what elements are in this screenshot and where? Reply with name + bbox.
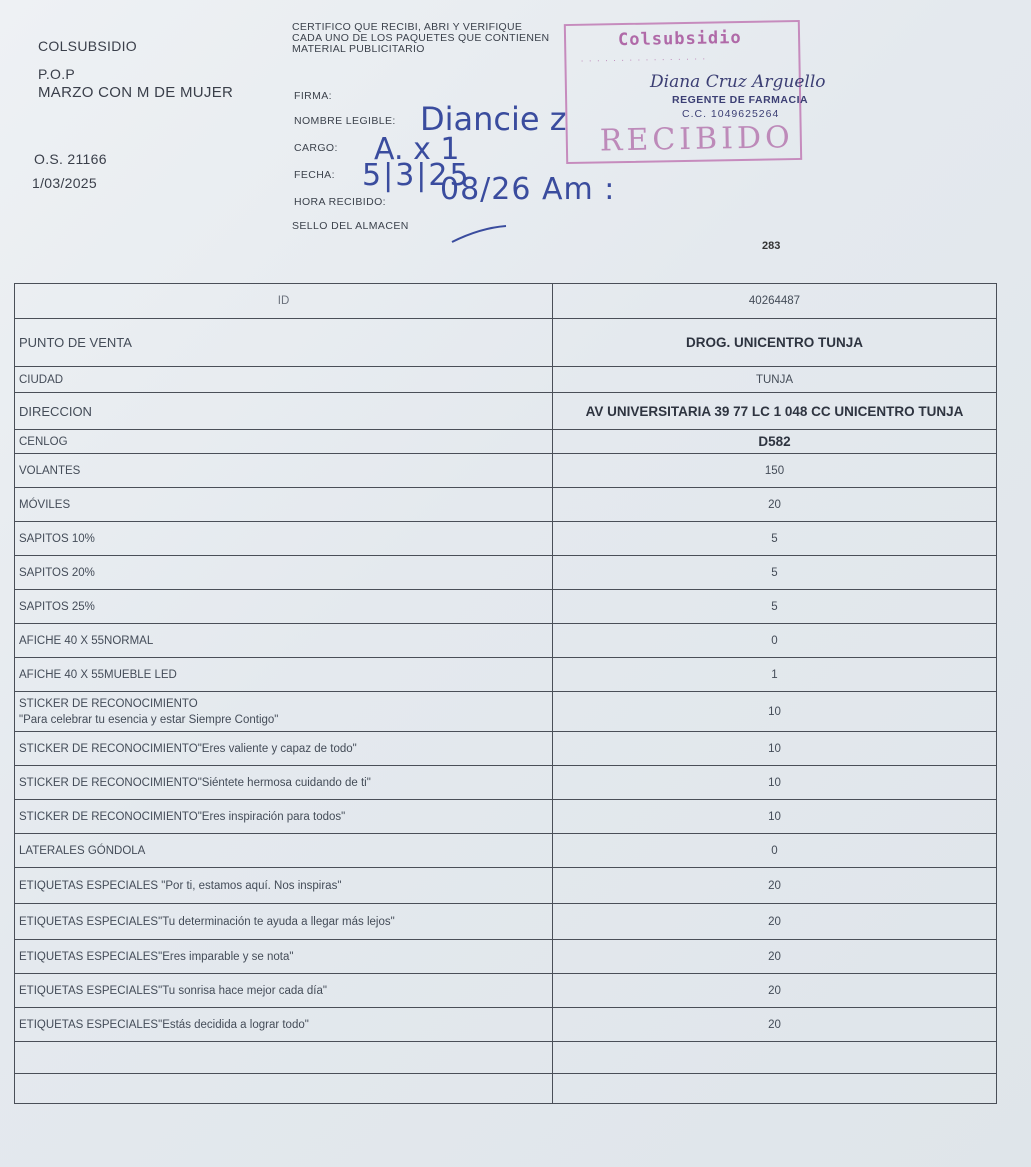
row-value: 20 <box>553 940 997 974</box>
row-label: CIUDAD <box>15 367 553 393</box>
row-label: CENLOG <box>15 430 553 454</box>
handwritten-date: 5|3|25 <box>362 158 471 193</box>
stamp-brand: Colsubsidio <box>617 27 742 51</box>
table-row <box>15 834 997 868</box>
row-label: VOLANTES <box>15 454 553 488</box>
row-value: 5 <box>553 590 997 624</box>
row-label: SAPITOS 20% <box>15 556 553 590</box>
table-row <box>15 658 997 692</box>
row-value: 0 <box>553 834 997 868</box>
legible-name-label: NOMBRE LEGIBLE: <box>294 115 396 127</box>
campaign-title: MARZO CON M DE MUJER <box>38 84 234 101</box>
stamp-subtext: · · · · · · · · · · · · · · · · <box>580 53 707 67</box>
row-value: D582 <box>553 430 997 454</box>
table-row <box>15 590 997 624</box>
page-number: 283 <box>762 240 781 252</box>
table-row <box>15 868 997 904</box>
table-row <box>15 367 997 393</box>
row-label <box>15 1042 553 1074</box>
signature-label: FIRMA: <box>294 90 332 102</box>
regent-role: REGENTE DE FARMACIA <box>672 94 809 106</box>
row-value: 5 <box>553 556 997 590</box>
signature-stroke-icon <box>450 222 510 246</box>
table-header-row <box>15 284 997 319</box>
handwritten-position: A. x 1 <box>374 132 460 167</box>
row-value: 0 <box>553 624 997 658</box>
time-received-label: HORA RECIBIDO: <box>294 196 386 208</box>
row-label: SAPITOS 10% <box>15 522 553 556</box>
row-value: 20 <box>553 868 997 904</box>
handwritten-time: 08/26 Am : <box>440 172 616 207</box>
table-row <box>15 488 997 522</box>
stamp-received: RECIBIDO <box>599 120 794 159</box>
row-value: 20 <box>553 1008 997 1042</box>
pop-label: P.O.P <box>38 66 76 82</box>
table-row <box>15 430 997 454</box>
row-value <box>553 1042 997 1074</box>
table-row <box>15 974 997 1008</box>
row-label: AFICHE 40 X 55NORMAL <box>15 624 553 658</box>
order-number: O.S. 21166 <box>34 151 107 167</box>
row-label: DIRECCION <box>15 393 553 430</box>
table-row <box>15 766 997 800</box>
pharmacy-stamp <box>564 20 802 164</box>
date-label: FECHA: <box>294 169 335 181</box>
table-row <box>15 556 997 590</box>
regent-name: Diana Cruz Arguello <box>650 72 826 92</box>
company-name: COLSUBSIDIO <box>38 38 137 54</box>
row-value: 10 <box>553 692 997 732</box>
row-value <box>553 1074 997 1104</box>
row-label: ETIQUETAS ESPECIALES"Tu determinación te ayuda a llegar más lejos" <box>15 904 553 940</box>
row-label: ETIQUETAS ESPECIALES"Tu sonrisa hace mejor cada día" <box>15 974 553 1008</box>
row-value: DROG. UNICENTRO TUNJA <box>553 319 997 367</box>
row-value: 10 <box>553 732 997 766</box>
id-value: 40264487 <box>553 284 997 319</box>
row-label: STICKER DE RECONOCIMIENTO "Para celebrar tu esencia y estar Siempre Contigo" <box>15 692 553 732</box>
table-row <box>15 522 997 556</box>
table-row <box>15 800 997 834</box>
row-value: AV UNIVERSITARIA 39 77 LC 1 048 CC UNICENTRO TUNJA <box>553 393 997 430</box>
row-value: 10 <box>553 766 997 800</box>
row-label: AFICHE 40 X 55MUEBLE LED <box>15 658 553 692</box>
table-row <box>15 904 997 940</box>
row-value: 20 <box>553 904 997 940</box>
row-label: PUNTO DE VENTA <box>15 319 553 367</box>
row-label: LATERALES GÓNDOLA <box>15 834 553 868</box>
warehouse-seal-label: SELLO DEL ALMACEN <box>292 220 409 232</box>
row-value: TUNJA <box>553 367 997 393</box>
row-label: SAPITOS 25% <box>15 590 553 624</box>
position-label: CARGO: <box>294 142 338 154</box>
table-row <box>15 1042 997 1074</box>
row-value: 20 <box>553 974 997 1008</box>
table-row <box>15 319 997 367</box>
document-date: 1/03/2025 <box>32 175 97 191</box>
table-row <box>15 624 997 658</box>
row-value: 150 <box>553 454 997 488</box>
materials-table <box>14 283 997 1104</box>
table-row <box>15 692 997 732</box>
row-label: STICKER DE RECONOCIMIENTO"Eres inspiración para todos" <box>15 800 553 834</box>
row-label: ETIQUETAS ESPECIALES"Estás decidida a lograr todo" <box>15 1008 553 1042</box>
table-row <box>15 732 997 766</box>
row-value: 10 <box>553 800 997 834</box>
handwritten-name: Diancie z <box>420 100 567 138</box>
table-row <box>15 454 997 488</box>
row-label: ETIQUETAS ESPECIALES"Eres imparable y se nota" <box>15 940 553 974</box>
table-row <box>15 1074 997 1104</box>
row-label <box>15 1074 553 1104</box>
row-value: 20 <box>553 488 997 522</box>
row-label: STICKER DE RECONOCIMIENTO"Siéntete hermosa cuidando de ti" <box>15 766 553 800</box>
table-row <box>15 940 997 974</box>
row-label: MÓVILES <box>15 488 553 522</box>
regent-id: C.C. 1049625264 <box>682 108 780 120</box>
table-row <box>15 393 997 430</box>
row-value: 5 <box>553 522 997 556</box>
row-value: 1 <box>553 658 997 692</box>
table-row <box>15 1008 997 1042</box>
row-label: ETIQUETAS ESPECIALES "Por ti, estamos aquí. Nos inspiras" <box>15 868 553 904</box>
row-label: STICKER DE RECONOCIMIENTO"Eres valiente y capaz de todo" <box>15 732 553 766</box>
certification-text: CERTIFICO QUE RECIBI, ABRI Y VERIFIQUE CADA UNO DE LOS PAQUETES QUE CONTIENEN MATERIAL PUBLICITARIO <box>292 21 550 55</box>
id-label: ID <box>15 284 553 319</box>
